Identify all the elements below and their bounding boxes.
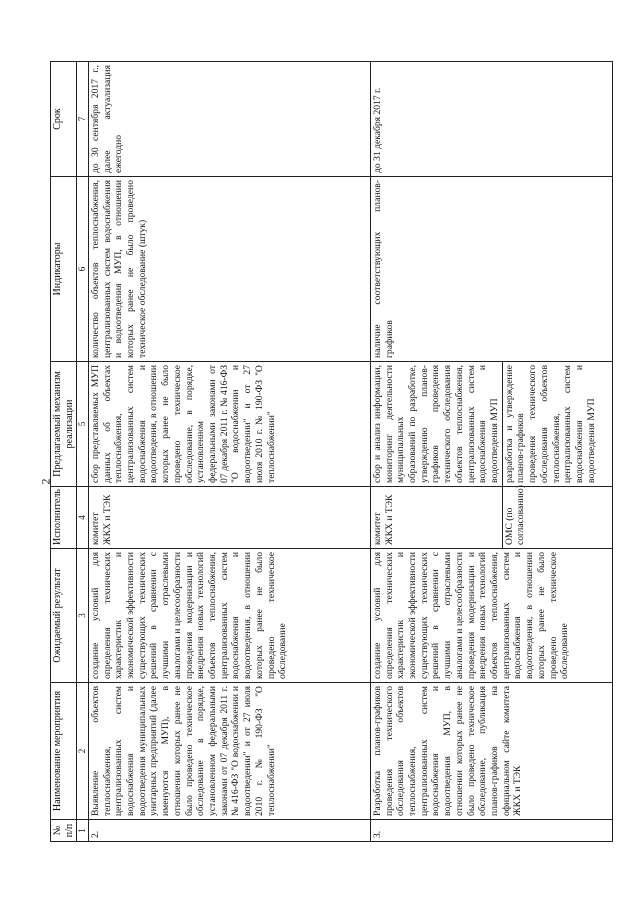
document-sheet (50, 62, 610, 842)
table-header-row (51, 62, 77, 842)
column-number: 4 (77, 487, 89, 549)
mechanism: сбор и анализ информации, мониторинг деятельности муниципальных образований по разработке, утверждению планов-графиков проведения технического обследования объектов теплоснабжения, централизованных систем водоснабжения и водоотведения МУП (370, 362, 502, 487)
measures-table (50, 61, 613, 842)
measure-name: Разработка планов-графиков проведения технического обследования объектов теплоснабжения, централизованных систем водоснабжения и водоотведения МУП, в отношении которых ранее не было проведено техническое обследование, публикация планов-графиков на официальном сайте комитета ЖКХ и ТЭК (370, 683, 612, 820)
row-number: 3. (370, 820, 612, 842)
column-number-row (77, 62, 89, 842)
page-number: 2 (38, 478, 53, 485)
expected-result: создание условий для определения технических характеристик и экономической эффективности существующих технических решений в сравнении с лучшими отраслевыми аналогами и целесообразности проведения модернизации и внедрения новых технологий объектов теплоснабжения, централизованных систем водоснабжения и водоотведения, в отношении которых ранее не было проведено техническое обследование (370, 549, 612, 683)
column-number: 1 (77, 820, 89, 842)
mechanism-secondary: разработка и утверждение планов-графиков проведения технического обследования объектов теплоснабжения, централизованных систем водоснабжения и водоотведения МУП (502, 362, 612, 487)
header-mechanism: Предлагаемый механизм реализации (51, 362, 77, 487)
column-number: 5 (77, 362, 89, 487)
header-executor: Исполнитель (51, 487, 77, 549)
header-number: № п/п (51, 820, 77, 842)
header-indicators: Индикаторы (51, 177, 77, 362)
table-row (370, 62, 502, 842)
column-number: 3 (77, 549, 89, 683)
header-deadline: Срок (51, 62, 77, 177)
table-row (88, 62, 370, 842)
header-expected-result: Ожидаемый результат (51, 549, 77, 683)
header-measure-name: Наименование мероприятия (51, 683, 77, 820)
executor: комитет ЖКХ и ТЭК (88, 487, 370, 549)
mechanism: сбор представляемых МУП данных об объектах теплоснабжения, централизованных систем водоснабжения и водоотведения, в отношении которых ранее не было проведено техническое обследование, в порядке, установленном федеральными законами от 07 декабря 2011 г. № 416-ФЗ "О водоснабжении и водоотведении" и от 27 июля 2010 г. № 190-ФЗ "О теплоснабжении" (88, 362, 370, 487)
executor: комитет ЖКХ и ТЭК (370, 487, 502, 549)
expected-result: создание условий для определения технических характеристик и экономической эффективности существующих технических решений в сравнении с лучшими отраслевыми аналогами и целесообразности проведения модернизации и внедрения новых технологий объектов теплоснабжения, централизованных систем водоснабжения и водоотведения, в отношении которых ранее не было проведено техническое обследование (88, 549, 370, 683)
column-number: 6 (77, 177, 89, 362)
deadline: до 31 декабря 2017 г. (370, 62, 612, 177)
indicators: наличие соответствующих планов-графиков (370, 177, 612, 362)
indicators: количество объектов теплоснабжения, централизованных систем водоснабжения и водоотведения МУП, в отношении которых ранее не было проведено техническое обследование (штук) (88, 177, 370, 362)
measure-name: Выявление объектов теплоснабжения, централизованных систем водоснабжения и водоотведения муниципальных унитарных предприятий (далее именуются МУП), в отношении которых ранее не было проведено техническое обследование в порядке, установленном федеральными законами от 07 декабря 2011 г. № 416-ФЗ "О водоснабжении и водоотведении" и от 27 июля 2010 г. № 190-ФЗ "О теплоснабжении" (88, 683, 370, 820)
executor-secondary: ОМС (по согласованию) (502, 487, 612, 549)
deadline: до 30 сентября 2017 г., далее актуализация ежегодно (88, 62, 370, 177)
column-number: 2 (77, 683, 89, 820)
row-number: 2. (88, 820, 370, 842)
column-number: 7 (77, 62, 89, 177)
